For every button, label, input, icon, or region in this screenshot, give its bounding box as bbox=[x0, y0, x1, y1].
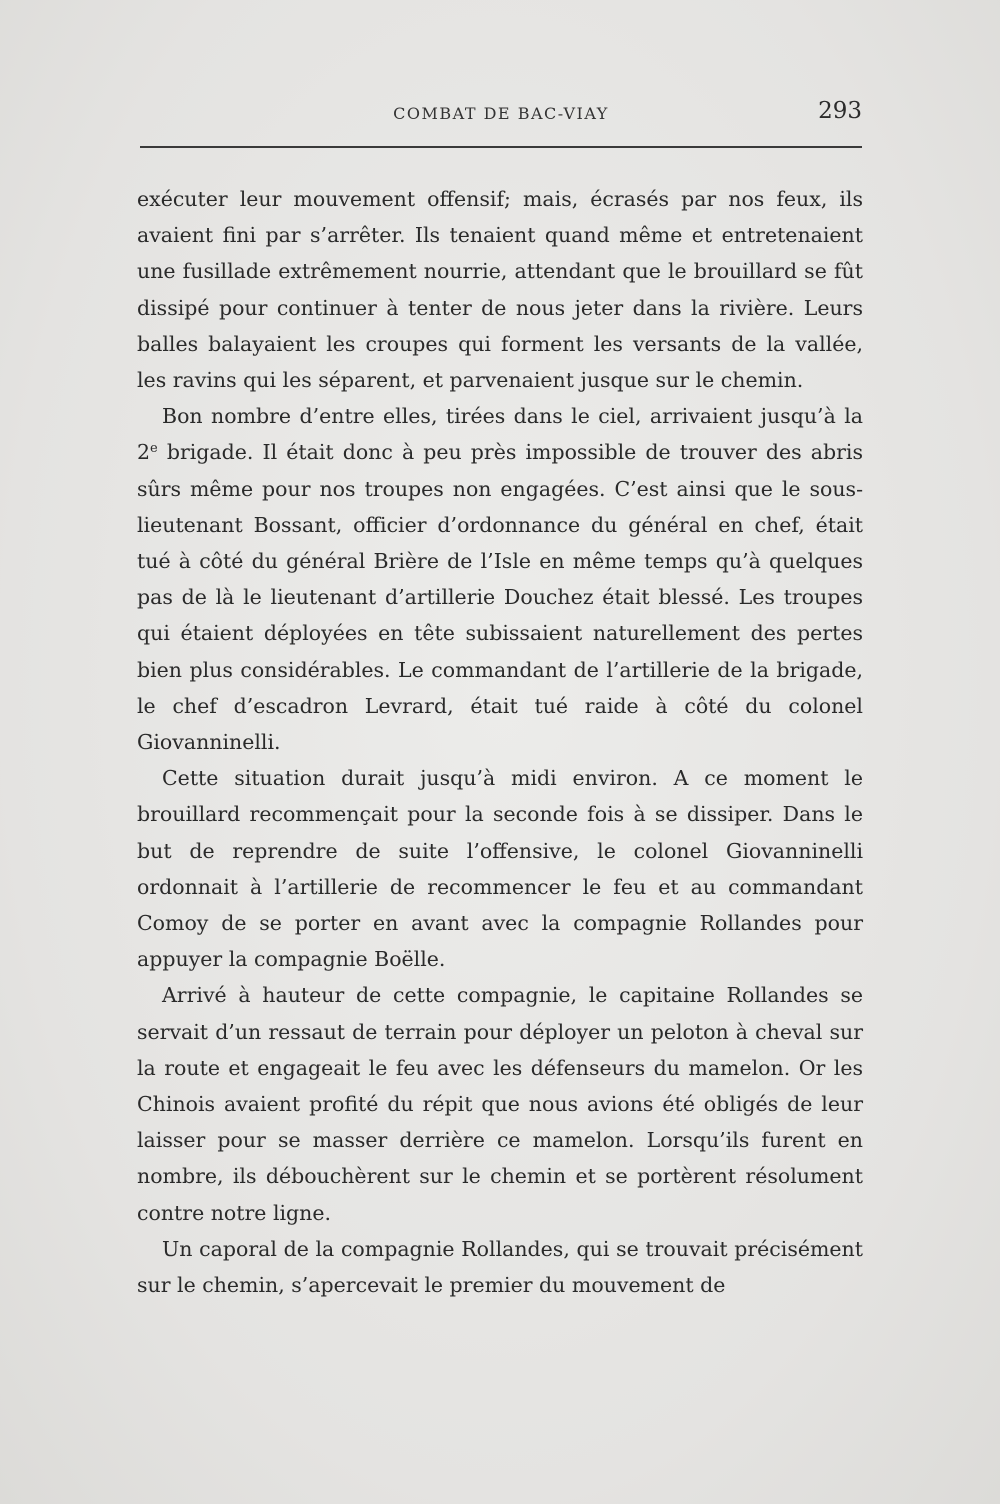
running-title: COMBAT DE BAC-VIAY bbox=[393, 104, 609, 123]
paragraph-text: Bon nombre d’entre elles, tirées dans le ciel, arrivaient jusqu’à la 2 bbox=[137, 404, 863, 465]
paragraph bbox=[137, 398, 863, 760]
header-rule bbox=[140, 146, 862, 148]
paragraph: exécuter leur mouvement offensif; mais, écrasés par nos feux, ils avaient fini par s’arrêter. Ils tenaient quand même et entretenaient une fusillade extrêmement nourrie, attendant que le brouillard se fût dissipé pour continuer à tenter de nous jeter dans la rivière. Leurs balles balayaient les croupes qui forment les versants de la vallée, les ravins qui les séparent, et parvenaient jusque sur le chemin. bbox=[137, 187, 863, 393]
paragraph: Cette situation durait jusqu’à midi environ. A ce moment le brouillard recommençait pour la seconde fois à se dissiper. Dans le but de reprendre de suite l’offensive, le colonel Giovanninelli ordonnait à l’artillerie de recommencer le feu et au commandant Comoy de se porter en avant avec la compagnie Rollandes pour appuyer la compagnie Boëlle. bbox=[137, 766, 863, 972]
paragraph: Un caporal de la compagnie Rollandes, qui se trouvait précisément sur le chemin, s’apercevait le premier du mouvement de bbox=[137, 1236, 863, 1298]
running-head bbox=[140, 98, 862, 138]
superscript: e bbox=[150, 441, 158, 457]
page-number: 293 bbox=[818, 98, 862, 124]
body-text bbox=[137, 181, 863, 1303]
paragraph-text: brigade. Il était donc à peu près impossible de trouver des abris sûrs même pour nos troupes non engagées. C’est ainsi que le sous-lieutenant Bossant, officier d’ordonnance du général en chef, était tué à côté du général Brière de l’Isle en même temps qu’à quelques pas de là le lieutenant d’artillerie Douchez était blessé. Les troupes qui étaient déployées en tête subissaient naturellement des pertes bien plus considérables. Le commandant de l’artillerie de la brigade, le chef d’escadron Levrard, était tué raide à côté du colonel Giovanninelli. bbox=[137, 440, 863, 755]
paragraph: Arrivé à hauteur de cette compagnie, le capitaine Rollandes se servait d’un ressaut de terrain pour déployer un peloton à cheval sur la route et engageait le feu avec les défenseurs du mamelon. Or les Chinois avaient profité du répit que nous avions été obligés de leur laisser pour se masser derrière ce mamelon. Lorsqu’ils furent en nombre, ils débouchèrent sur le chemin et se portèrent résolument contre notre ligne. bbox=[137, 983, 863, 1225]
